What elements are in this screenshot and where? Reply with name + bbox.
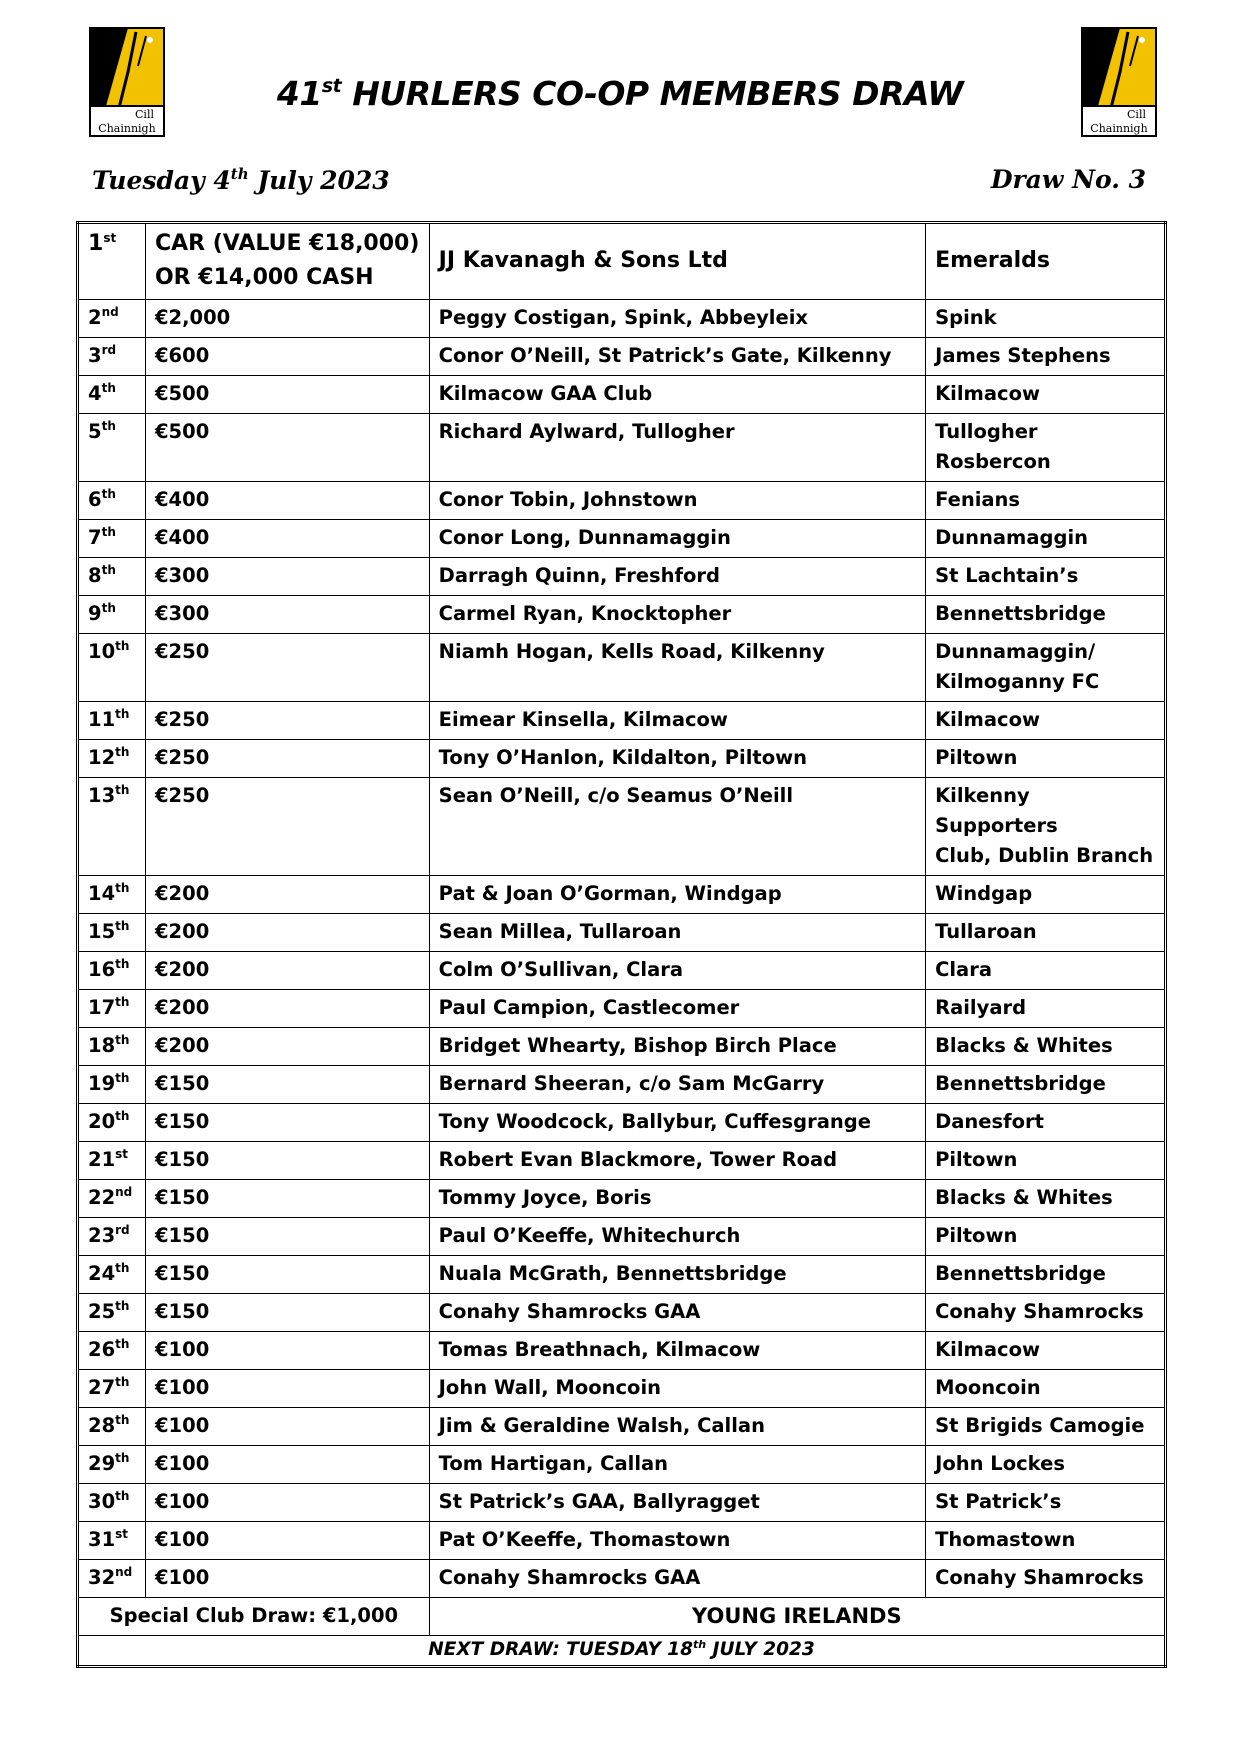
- club-cell: Piltown: [926, 740, 1166, 778]
- winner-cell: St Patrick’s GAA, Ballyragget: [429, 1484, 925, 1522]
- table-row-first-prize: [78, 223, 1166, 300]
- prize-cell: €100: [145, 1560, 429, 1598]
- prize-cell: €150: [145, 1066, 429, 1104]
- table-row: [78, 300, 1166, 338]
- position-cell: 13th: [78, 778, 146, 876]
- club-cell: Fenians: [926, 482, 1166, 520]
- club-cell: Conahy Shamrocks: [926, 1294, 1166, 1332]
- winner-cell: Niamh Hogan, Kells Road, Kilkenny: [429, 634, 925, 702]
- position-cell: 10th: [78, 634, 146, 702]
- winner-cell: John Wall, Mooncoin: [429, 1370, 925, 1408]
- prize-cell: €250: [145, 702, 429, 740]
- winner-cell: Conor O’Neill, St Patrick’s Gate, Kilkenny: [429, 338, 925, 376]
- table-row: [78, 1370, 1166, 1408]
- prize-cell: CAR (VALUE €18,000) OR €14,000 CASH: [145, 223, 429, 300]
- winner-cell: Kilmacow GAA Club: [429, 376, 925, 414]
- prize-cell: €150: [145, 1104, 429, 1142]
- winner-cell: Conor Tobin, Johnstown: [429, 482, 925, 520]
- svg-text:Cill: Cill: [1127, 108, 1146, 121]
- club-cell: St Patrick’s: [926, 1484, 1166, 1522]
- position-cell: 5th: [78, 414, 146, 482]
- position-cell: 32nd: [78, 1560, 146, 1598]
- position-cell: 30th: [78, 1484, 146, 1522]
- club-cell: Kilmacow: [926, 1332, 1166, 1370]
- club-cell: Conahy Shamrocks: [926, 1560, 1166, 1598]
- club-cell: St Lachtain’s: [926, 558, 1166, 596]
- special-draw-label: Special Club Draw: €1,000: [78, 1598, 430, 1636]
- table-row: [78, 634, 1166, 702]
- position-cell: 3rd: [78, 338, 146, 376]
- club-cell: Kilmacow: [926, 702, 1166, 740]
- position-cell: 20th: [78, 1104, 146, 1142]
- svg-text:Cill: Cill: [135, 108, 154, 121]
- table-row: [78, 876, 1166, 914]
- prize-cell: €250: [145, 740, 429, 778]
- prize-cell: €250: [145, 634, 429, 702]
- prize-cell: €150: [145, 1180, 429, 1218]
- position-cell: 23rd: [78, 1218, 146, 1256]
- prize-cell: €200: [145, 952, 429, 990]
- position-cell: 15th: [78, 914, 146, 952]
- table-row: [78, 482, 1166, 520]
- table-row: [78, 1218, 1166, 1256]
- position-cell: 27th: [78, 1370, 146, 1408]
- table-row: [78, 414, 1166, 482]
- position-cell: 21st: [78, 1142, 146, 1180]
- club-cell: Blacks & Whites: [926, 1180, 1166, 1218]
- position-cell: 16th: [78, 952, 146, 990]
- table-row: [78, 596, 1166, 634]
- prize-cell: €500: [145, 376, 429, 414]
- table-row: [78, 1180, 1166, 1218]
- club-cell: Clara: [926, 952, 1166, 990]
- club-cell: Bennettsbridge: [926, 596, 1166, 634]
- winner-cell: Richard Aylward, Tullogher: [429, 414, 925, 482]
- table-row: [78, 558, 1166, 596]
- winner-cell: Carmel Ryan, Knocktopher: [429, 596, 925, 634]
- position-cell: 14th: [78, 876, 146, 914]
- winner-cell: Tony Woodcock, Ballybur, Cuffesgrange: [429, 1104, 925, 1142]
- position-cell: 24th: [78, 1256, 146, 1294]
- position-cell: 19th: [78, 1066, 146, 1104]
- club-cell: Spink: [926, 300, 1166, 338]
- position-cell: 6th: [78, 482, 146, 520]
- prize-cell: €100: [145, 1370, 429, 1408]
- table-row: [78, 1484, 1166, 1522]
- winner-cell: Tom Hartigan, Callan: [429, 1446, 925, 1484]
- winner-cell: Robert Evan Blackmore, Tower Road: [429, 1142, 925, 1180]
- club-cell: Tullogher Rosbercon: [926, 414, 1166, 482]
- prize-cell: €200: [145, 914, 429, 952]
- position-cell: 26th: [78, 1332, 146, 1370]
- table-row: [78, 1066, 1166, 1104]
- winner-cell: Jim & Geraldine Walsh, Callan: [429, 1408, 925, 1446]
- winner-cell: Colm O’Sullivan, Clara: [429, 952, 925, 990]
- next-draw-text: NEXT DRAW: TUESDAY 18th JULY 2023: [78, 1636, 1166, 1667]
- winner-cell: Conahy Shamrocks GAA: [429, 1294, 925, 1332]
- special-club-draw-row: [78, 1598, 1166, 1636]
- position-cell: 18th: [78, 1028, 146, 1066]
- table-row: [78, 1256, 1166, 1294]
- club-cell: Dunnamaggin/ Kilmoganny FC: [926, 634, 1166, 702]
- winner-cell: Paul Campion, Castlecomer: [429, 990, 925, 1028]
- club-cell: Bennettsbridge: [926, 1066, 1166, 1104]
- club-cell: Tullaroan: [926, 914, 1166, 952]
- winner-cell: Pat O’Keeffe, Thomastown: [429, 1522, 925, 1560]
- position-cell: 8th: [78, 558, 146, 596]
- special-draw-club: YOUNG IRELANDS: [429, 1598, 1165, 1636]
- winner-cell: Paul O’Keeffe, Whitechurch: [429, 1218, 925, 1256]
- results-table: [76, 221, 1167, 1668]
- position-cell: 22nd: [78, 1180, 146, 1218]
- position-cell: 11th: [78, 702, 146, 740]
- prize-cell: €200: [145, 990, 429, 1028]
- prize-cell: €300: [145, 596, 429, 634]
- position-cell: 4th: [78, 376, 146, 414]
- winner-cell: Pat & Joan O’Gorman, Windgap: [429, 876, 925, 914]
- prize-cell: €100: [145, 1446, 429, 1484]
- table-row: [78, 338, 1166, 376]
- draw-number: Draw No. 3: [990, 165, 1146, 194]
- club-cell: Kilmacow: [926, 376, 1166, 414]
- table-row: [78, 702, 1166, 740]
- position-cell: 29th: [78, 1446, 146, 1484]
- table-row: [78, 520, 1166, 558]
- club-cell: Windgap: [926, 876, 1166, 914]
- table-row: [78, 1294, 1166, 1332]
- winner-cell: Darragh Quinn, Freshford: [429, 558, 925, 596]
- prize-cell: €100: [145, 1408, 429, 1446]
- club-cell: Piltown: [926, 1142, 1166, 1180]
- club-cell: Bennettsbridge: [926, 1256, 1166, 1294]
- prize-cell: €2,000: [145, 300, 429, 338]
- winner-cell: Tomas Breathnach, Kilmacow: [429, 1332, 925, 1370]
- prize-cell: €150: [145, 1294, 429, 1332]
- winner-cell: Tony O’Hanlon, Kildalton, Piltown: [429, 740, 925, 778]
- club-cell: Blacks & Whites: [926, 1028, 1166, 1066]
- winner-cell: Conahy Shamrocks GAA: [429, 1560, 925, 1598]
- table-row: [78, 1522, 1166, 1560]
- club-cell: Emeralds: [926, 223, 1166, 300]
- table-row: [78, 778, 1166, 876]
- club-cell: Kilkenny Supporters Club, Dublin Branch: [926, 778, 1166, 876]
- winner-cell: Bernard Sheeran, c/o Sam McGarry: [429, 1066, 925, 1104]
- winner-cell: Tommy Joyce, Boris: [429, 1180, 925, 1218]
- prize-cell: €200: [145, 876, 429, 914]
- club-cell: Railyard: [926, 990, 1166, 1028]
- svg-text:Chainnigh: Chainnigh: [98, 122, 156, 135]
- table-row: [78, 1104, 1166, 1142]
- club-cell: Danesfort: [926, 1104, 1166, 1142]
- prize-cell: €400: [145, 520, 429, 558]
- position-cell: 2nd: [78, 300, 146, 338]
- table-row: [78, 376, 1166, 414]
- position-cell: 17th: [78, 990, 146, 1028]
- winner-cell: Sean Millea, Tullaroan: [429, 914, 925, 952]
- draw-date: Tuesday 4th July 2023: [92, 165, 390, 195]
- position-cell: 31st: [78, 1522, 146, 1560]
- club-cell: James Stephens: [926, 338, 1166, 376]
- club-cell: Thomastown: [926, 1522, 1166, 1560]
- table-row: [78, 1560, 1166, 1598]
- prize-cell: €300: [145, 558, 429, 596]
- table-row: [78, 952, 1166, 990]
- club-cell: St Brigids Camogie: [926, 1408, 1166, 1446]
- position-cell: 12th: [78, 740, 146, 778]
- winner-cell: Eimear Kinsella, Kilmacow: [429, 702, 925, 740]
- winner-cell: Nuala McGrath, Bennettsbridge: [429, 1256, 925, 1294]
- prize-cell: €200: [145, 1028, 429, 1066]
- table-row: [78, 1142, 1166, 1180]
- prize-cell: €100: [145, 1484, 429, 1522]
- club-cell: Mooncoin: [926, 1370, 1166, 1408]
- prize-cell: €600: [145, 338, 429, 376]
- winner-cell: Conor Long, Dunnamaggin: [429, 520, 925, 558]
- position-cell: 25th: [78, 1294, 146, 1332]
- winner-cell: Peggy Costigan, Spink, Abbeyleix: [429, 300, 925, 338]
- table-row: [78, 1332, 1166, 1370]
- prize-cell: €150: [145, 1218, 429, 1256]
- table-row: [78, 1446, 1166, 1484]
- club-cell: Piltown: [926, 1218, 1166, 1256]
- position-cell: 1st: [78, 223, 146, 300]
- table-row: [78, 740, 1166, 778]
- prize-cell: €150: [145, 1256, 429, 1294]
- winner-cell: Sean O’Neill, c/o Seamus O’Neill: [429, 778, 925, 876]
- table-row: [78, 1028, 1166, 1066]
- prize-cell: €100: [145, 1332, 429, 1370]
- svg-text:Chainnigh: Chainnigh: [1090, 122, 1148, 135]
- page-title: 41st HURLERS CO-OP MEMBERS DRAW: [276, 74, 964, 113]
- prize-cell: €150: [145, 1142, 429, 1180]
- winner-cell: JJ Kavanagh & Sons Ltd: [429, 223, 925, 300]
- prize-cell: €250: [145, 778, 429, 876]
- table-row: [78, 990, 1166, 1028]
- club-cell: Dunnamaggin: [926, 520, 1166, 558]
- position-cell: 9th: [78, 596, 146, 634]
- position-cell: 7th: [78, 520, 146, 558]
- table-row: [78, 914, 1166, 952]
- next-draw-row: [78, 1636, 1166, 1667]
- prize-cell: €500: [145, 414, 429, 482]
- winner-cell: Bridget Whearty, Bishop Birch Place: [429, 1028, 925, 1066]
- prize-cell: €100: [145, 1522, 429, 1560]
- table-row: [78, 1408, 1166, 1446]
- prize-cell: €400: [145, 482, 429, 520]
- club-cell: John Lockes: [926, 1446, 1166, 1484]
- position-cell: 28th: [78, 1408, 146, 1446]
